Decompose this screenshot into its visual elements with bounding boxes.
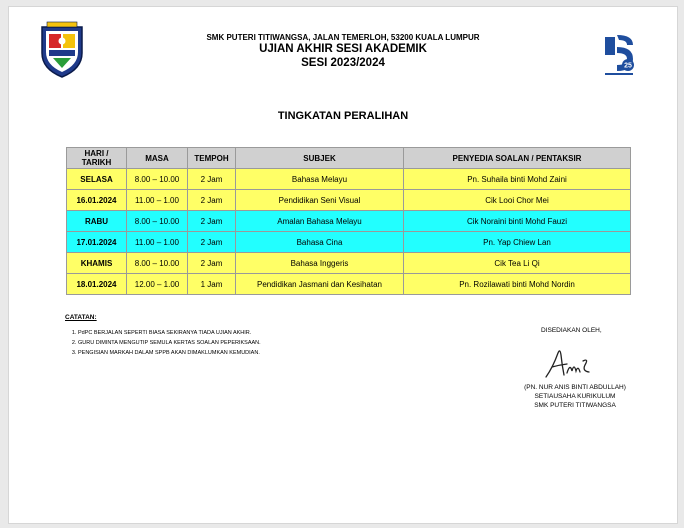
cell-duration: 2 Jam [188, 169, 236, 190]
cell-subject: Bahasa Melayu [236, 169, 404, 190]
cell-setter: Cik Looi Chor Mei [404, 190, 631, 211]
header-time: MASA [127, 148, 188, 169]
signatory-school: SMK PUTERI TITIWANGSA [534, 402, 616, 409]
session-title: SESI 2023/2024 [301, 57, 385, 69]
schedule-table [66, 147, 631, 295]
cell-day: 18.01.2024 [67, 274, 127, 295]
cell-setter: Pn. Rozilawati binti Mohd Nordin [404, 274, 631, 295]
cell-duration: 2 Jam [188, 190, 236, 211]
cell-time: 8.00 – 10.00 [127, 169, 188, 190]
cell-day: SELASA [67, 169, 127, 190]
cell-day: KHAMIS [67, 253, 127, 274]
note-item: 2. GURU DIMINTA MENGUTIP SEMULA KERTAS SOALAN PEPERIKSAAN. [78, 339, 261, 349]
signatory-role: SETIAUSAHA KURIKULUM [534, 393, 616, 400]
cell-subject: Amalan Bahasa Melayu [236, 211, 404, 232]
notes-title: CATATAN: [65, 314, 97, 321]
handwritten-signature-icon [543, 345, 595, 381]
cell-setter: Cik Tea Li Qi [404, 253, 631, 274]
cell-subject: Bahasa Cina [236, 232, 404, 253]
table-row [67, 253, 631, 274]
cell-time: 8.00 – 10.00 [127, 211, 188, 232]
cell-setter: Cik Noraini binti Mohd Fauzi [404, 211, 631, 232]
cell-day: RABU [67, 211, 127, 232]
level-heading: TINGKATAN PERALIHAN [277, 110, 409, 122]
cell-time: 8.00 – 10.00 [127, 253, 188, 274]
notes-list [64, 329, 261, 359]
cell-day: 17.01.2024 [67, 232, 127, 253]
cell-time: 11.00 – 1.00 [127, 190, 188, 211]
header-duration: TEMPOH [188, 148, 236, 169]
school-address: SMK PUTERI TITIWANGSA, JALAN TEMERLOH, 53200 KUALA LUMPUR [206, 33, 480, 42]
cell-subject: Pendidikan Jasmani dan Kesihatan [236, 274, 404, 295]
header-day: HARI / TARIKH [67, 148, 127, 169]
cell-duration: 2 Jam [188, 211, 236, 232]
note-item: 1. PdPC BERJALAN SEPERTI BIASA SEKIRANYA TIADA UJIAN AKHIR. [78, 329, 261, 339]
table-row [67, 169, 631, 190]
cell-duration: 1 Jam [188, 274, 236, 295]
table-row [67, 190, 631, 211]
header-setter: PENYEDIA SOALAN / PENTAKSIR [404, 148, 631, 169]
cell-time: 12.00 – 1.00 [127, 274, 188, 295]
cell-time: 11.00 – 1.00 [127, 232, 188, 253]
cell-duration: 2 Jam [188, 253, 236, 274]
document-page [8, 6, 678, 524]
cell-day: 16.01.2024 [67, 190, 127, 211]
table-row [67, 232, 631, 253]
prepared-by-label: DISEDIAKAN OLEH, [541, 327, 602, 334]
cell-setter: Pn. Yap Chiew Lan [404, 232, 631, 253]
header-subject: SUBJEK [236, 148, 404, 169]
cell-duration: 2 Jam [188, 232, 236, 253]
table-row [67, 274, 631, 295]
logo-right-number: 25 [624, 62, 632, 70]
cell-subject: Pendidikan Seni Visual [236, 190, 404, 211]
signatory-block [505, 383, 645, 410]
exam-title: UJIAN AKHIR SESI AKADEMIK [259, 43, 427, 55]
note-item: 3. PENGISIAN MARKAH DALAM SPPB AKAN DIMAKLUMKAN KEMUDIAN. [78, 349, 261, 359]
signatory-name: (PN. NUR ANIS BINTI ABDULLAH) [524, 384, 626, 391]
cell-setter: Pn. Suhaila binti Mohd Zaini [404, 169, 631, 190]
cell-subject: Bahasa Inggeris [236, 253, 404, 274]
table-row [67, 211, 631, 232]
table-header-row [67, 148, 631, 169]
